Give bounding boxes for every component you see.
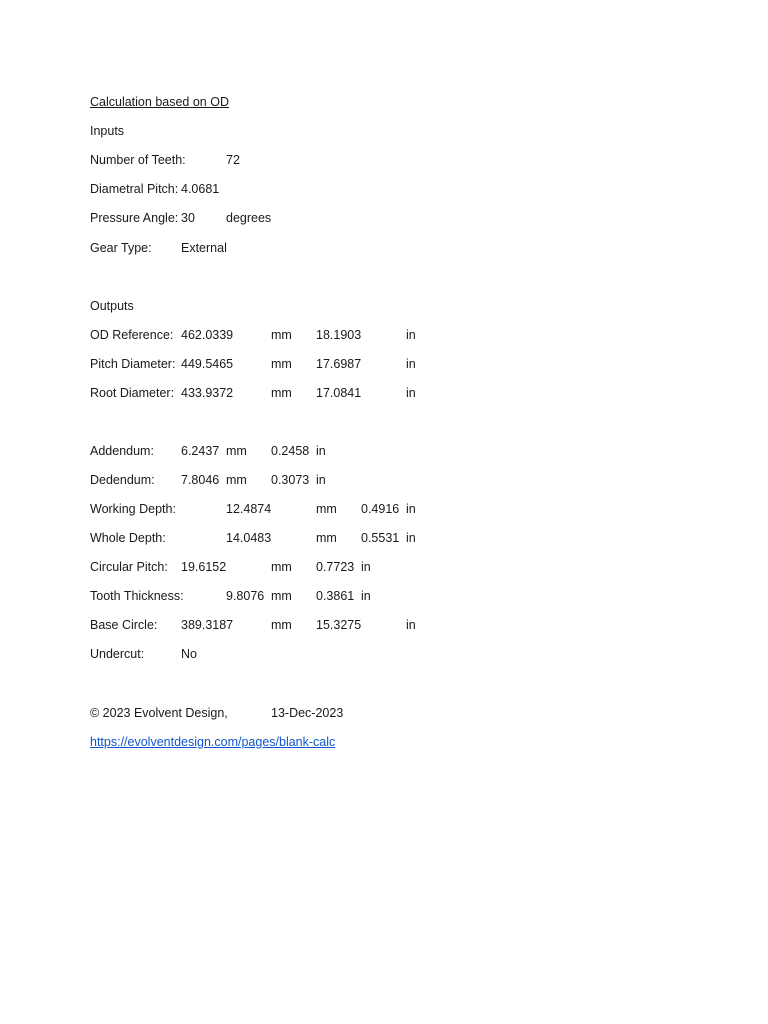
base-circle-in-unit: in (406, 618, 416, 632)
whole-depth-mm: 14.0483 (226, 531, 272, 545)
inputs-title: Inputs (90, 124, 125, 138)
pitch-diameter-in: 17.6987 (316, 357, 362, 371)
addendum-in-unit: in (316, 444, 326, 458)
undercut-row (0, 645, 768, 663)
od-mm: 462.0339 (181, 328, 234, 342)
circular-pitch-mm-unit: mm (271, 560, 292, 574)
base-circle-mm: 389.3187 (181, 618, 234, 632)
circular-pitch-mm: 19.6152 (181, 560, 227, 574)
od-in-unit: in (406, 328, 416, 342)
tooth-thickness-row (0, 587, 768, 605)
addendum-row (0, 442, 768, 460)
whole-depth-mm-unit: mm (316, 531, 337, 545)
dedendum-mm: 7.8046 (181, 473, 220, 487)
root-diameter-label: Root Diameter: (90, 386, 175, 400)
root-diameter-in: 17.0841 (316, 386, 362, 400)
angle-label: Pressure Angle: (90, 211, 179, 225)
addendum-mm: 6.2437 (181, 444, 220, 458)
root-diameter-row (0, 384, 768, 402)
circular-pitch-label: Circular Pitch: (90, 560, 168, 574)
tooth-thickness-mm-unit: mm (271, 589, 292, 603)
teeth-value: 72 (226, 153, 240, 167)
dedendum-row (0, 471, 768, 489)
pitch-diameter-in-unit: in (406, 357, 416, 371)
od-row (0, 326, 768, 344)
addendum-label: Addendum: (90, 444, 154, 458)
teeth-label: Number of Teeth: (90, 153, 186, 167)
page-title: Calculation based on OD (90, 95, 229, 109)
root-diameter-mm-unit: mm (271, 386, 292, 400)
tooth-thickness-in-unit: in (361, 589, 371, 603)
addendum-mm-unit: mm (226, 444, 247, 458)
angle-unit: degrees (226, 211, 272, 225)
blank-calc-link[interactable]: https://evolventdesign.com/pages/blank-calc (90, 735, 336, 749)
undercut-label: Undercut: (90, 647, 145, 661)
working-depth-label: Working Depth: (90, 502, 176, 516)
teeth-row (0, 151, 768, 169)
pitch-label: Diametral Pitch: (90, 182, 179, 196)
root-diameter-in-unit: in (406, 386, 416, 400)
working-depth-mm-unit: mm (316, 502, 337, 516)
pitch-diameter-label: Pitch Diameter: (90, 357, 176, 371)
link-row (0, 733, 768, 751)
pitch-value: 4.0681 (181, 182, 220, 196)
circular-pitch-in-unit: in (361, 560, 371, 574)
whole-depth-in: 0.5531 (361, 531, 400, 545)
copyright-text: © 2023 Evolvent Design, (90, 706, 228, 720)
working-depth-in-unit: in (406, 502, 416, 516)
dedendum-in-unit: in (316, 473, 326, 487)
base-circle-row (0, 616, 768, 634)
angle-value: 30 (181, 211, 195, 225)
circular-pitch-row (0, 558, 768, 576)
od-in: 18.1903 (316, 328, 362, 342)
od-label: OD Reference: (90, 328, 174, 342)
dedendum-mm-unit: mm (226, 473, 247, 487)
pitch-diameter-mm-unit: mm (271, 357, 292, 371)
dedendum-in: 0.3073 (271, 473, 310, 487)
working-depth-in: 0.4916 (361, 502, 400, 516)
base-circle-mm-unit: mm (271, 618, 292, 632)
angle-row (0, 209, 768, 227)
outputs-title-row (0, 297, 768, 315)
inputs-title-row (0, 122, 768, 140)
copyright-row (0, 704, 768, 722)
whole-depth-in-unit: in (406, 531, 416, 545)
tooth-thickness-in: 0.3861 (316, 589, 355, 603)
tooth-thickness-mm: 9.8076 (226, 589, 265, 603)
heading-row (0, 93, 768, 111)
base-circle-in: 15.3275 (316, 618, 362, 632)
base-circle-label: Base Circle: (90, 618, 158, 632)
whole-depth-row (0, 529, 768, 547)
gear-type-value: External (181, 241, 227, 255)
working-depth-mm: 12.4874 (226, 502, 272, 516)
undercut-value: No (181, 647, 197, 661)
pitch-diameter-row (0, 355, 768, 373)
gear-type-label: Gear Type: (90, 241, 152, 255)
addendum-in: 0.2458 (271, 444, 310, 458)
gear-type-row (0, 239, 768, 257)
whole-depth-label: Whole Depth: (90, 531, 166, 545)
tooth-thickness-label: Tooth Thickness: (90, 589, 184, 603)
pitch-row (0, 180, 768, 198)
dedendum-label: Dedendum: (90, 473, 155, 487)
root-diameter-mm: 433.9372 (181, 386, 234, 400)
working-depth-row (0, 500, 768, 518)
circular-pitch-in: 0.7723 (316, 560, 355, 574)
outputs-title: Outputs (90, 299, 134, 313)
pitch-diameter-mm: 449.5465 (181, 357, 234, 371)
od-mm-unit: mm (271, 328, 292, 342)
footer-date: 13-Dec-2023 (271, 706, 344, 720)
